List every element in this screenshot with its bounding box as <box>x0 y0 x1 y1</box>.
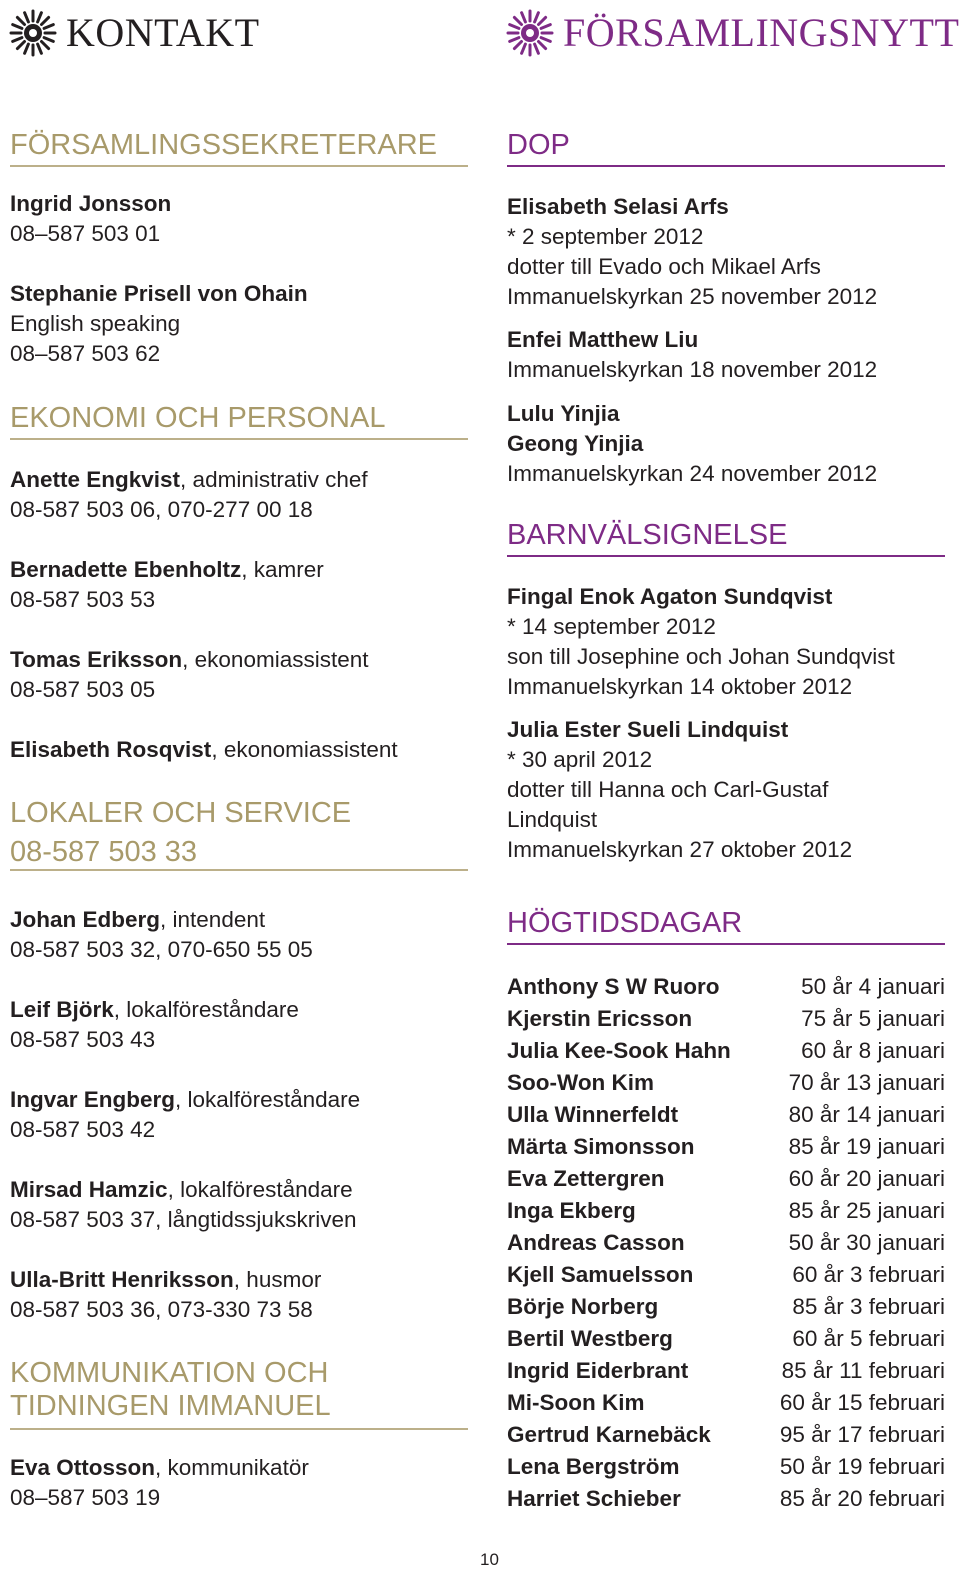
page-number: 10 <box>480 1550 499 1569</box>
birthday-row <box>507 1323 945 1355</box>
section-title-line: LOKALER OCH SERVICE <box>10 797 352 829</box>
contact-role: , intendent <box>160 907 266 932</box>
parents: dotter till Hanna och Carl-Gustaf <box>507 777 829 802</box>
section-divider <box>507 555 945 557</box>
contact-phone: 08-587 503 32, 070-650 55 05 <box>10 937 313 962</box>
section-divider <box>10 1428 468 1430</box>
birthday-row <box>507 971 945 1003</box>
parents-continued: Lindquist <box>507 807 598 832</box>
birthday-row <box>507 1451 945 1483</box>
birthday-date: 85 år 20 februari <box>779 1486 945 1511</box>
contact-name: Mirsad Hamzic <box>10 1177 168 1202</box>
baptism-entry <box>507 325 945 385</box>
section-divider <box>507 943 945 945</box>
birthday-date: 60 år 15 februari <box>779 1390 945 1415</box>
child-name: Geong Yinjia <box>507 431 644 456</box>
contact-entry <box>10 735 468 765</box>
birthday-date: 50 år 4 januari <box>801 974 945 999</box>
baptism-entry <box>507 399 945 489</box>
birthday-row <box>507 1259 945 1291</box>
section-divider <box>10 869 468 871</box>
birthday-name: Kjerstin Ericsson <box>507 1006 693 1031</box>
birthday-row <box>507 1131 945 1163</box>
section-title-phone: 08-587 503 33 <box>10 836 198 868</box>
birthday-name: Mi-Soon Kim <box>507 1390 645 1415</box>
birth-date: * 2 september 2012 <box>507 224 704 249</box>
birthday-name: Lena Bergström <box>507 1454 680 1479</box>
birthday-name: Gertrud Karnebäck <box>507 1422 711 1447</box>
contact-entry <box>10 1453 468 1513</box>
contact-role: , lokalföreståndare <box>175 1087 361 1112</box>
birthday-name: Andreas Casson <box>507 1230 685 1255</box>
contact-phone: 08-587 503 05 <box>10 677 156 702</box>
birthday-name: Börje Norberg <box>507 1294 659 1319</box>
contact-entry <box>10 645 468 705</box>
contact-entry <box>10 1265 468 1325</box>
birthday-date: 85 år 19 januari <box>788 1134 945 1159</box>
contact-phone: 08-587 503 37, långtidssjukskriven <box>10 1207 357 1232</box>
contact-note: English speaking <box>10 311 181 336</box>
birthday-name: Märta Simonsson <box>507 1134 695 1159</box>
contact-entry <box>10 1175 468 1235</box>
birthday-name: Julia Kee-Sook Hahn <box>507 1038 731 1063</box>
header-kontakt <box>8 8 260 58</box>
section-title-dop: DOP <box>507 129 570 161</box>
child-name: Enfei Matthew Liu <box>507 327 699 352</box>
contact-entry <box>10 189 468 249</box>
blessing-entry <box>507 582 945 702</box>
ceremony: Immanuelskyrkan 14 oktober 2012 <box>507 674 853 699</box>
birthday-row <box>507 1035 945 1067</box>
child-name: Elisabeth Selasi Arfs <box>507 194 729 219</box>
child-name: Julia Ester Sueli Lindquist <box>507 717 789 742</box>
birthday-name: Inga Ekberg <box>507 1198 636 1223</box>
birthday-name: Ingrid Eiderbrant <box>507 1358 689 1383</box>
birthday-row <box>507 1067 945 1099</box>
birthday-row <box>507 1163 945 1195</box>
contact-phone: 08-587 503 36, 073-330 73 58 <box>10 1297 313 1322</box>
birthday-row <box>507 1387 945 1419</box>
birthday-row <box>507 1003 945 1035</box>
contact-name: Ulla-Britt Henriksson <box>10 1267 234 1292</box>
section-divider <box>507 165 945 167</box>
contact-phone: 08-587 503 42 <box>10 1117 156 1142</box>
birthday-date: 60 år 8 januari <box>801 1038 945 1063</box>
birthday-date: 70 år 13 januari <box>788 1070 945 1095</box>
header-title-forsamlingsnytt: FÖRSAMLINGSNYTT <box>563 10 960 55</box>
contact-entry <box>10 279 468 369</box>
birthday-row <box>507 1355 945 1387</box>
ceremony: Immanuelskyrkan 18 november 2012 <box>507 357 878 382</box>
contact-phone: 08–587 503 19 <box>10 1485 161 1510</box>
section-title-line: KOMMUNIKATION OCH <box>10 1357 329 1389</box>
contact-phone: 08–587 503 01 <box>10 221 161 246</box>
birthday-row <box>507 1483 945 1515</box>
contact-role: , husmor <box>233 1267 322 1292</box>
birthday-row <box>507 1227 945 1259</box>
section-divider <box>10 165 468 167</box>
contact-role: , lokalföreståndare <box>113 997 299 1022</box>
birthday-date: 85 år 3 februari <box>792 1294 945 1319</box>
birth-date: * 30 april 2012 <box>507 747 653 772</box>
birthday-row <box>507 1291 945 1323</box>
contact-phone: 08-587 503 43 <box>10 1027 156 1052</box>
contact-name: Ingvar Engberg <box>10 1087 176 1112</box>
header-forsamlingsnytt <box>505 8 959 58</box>
contact-role: , lokalföreståndare <box>167 1177 353 1202</box>
birthday-name: Soo-Won Kim <box>507 1070 655 1095</box>
birthday-date: 80 år 14 januari <box>788 1102 945 1127</box>
contact-phone: 08-587 503 06, 070-277 00 18 <box>10 497 313 522</box>
contact-name: Eva Ottosson <box>10 1455 156 1480</box>
contact-role: , administrativ chef <box>180 467 368 492</box>
section-title-hogtidsdagar: HÖGTIDSDAGAR <box>507 907 743 939</box>
contact-entry <box>10 995 468 1055</box>
section-title-lokaler <box>10 797 468 869</box>
birthday-name: Eva Zettergren <box>507 1166 665 1191</box>
contact-name: Leif Björk <box>10 997 114 1022</box>
birthday-date: 95 år 17 februari <box>779 1422 945 1447</box>
contact-entry <box>10 1085 468 1145</box>
baptism-entry <box>507 192 945 312</box>
church-sun-logo-icon <box>505 8 555 58</box>
contact-role: , ekonomiassistent <box>211 737 398 762</box>
contact-phone: 08–587 503 62 <box>10 341 161 366</box>
contact-name: Johan Edberg <box>10 907 161 932</box>
ceremony: Immanuelskyrkan 27 oktober 2012 <box>507 837 853 862</box>
birthday-name: Ulla Winnerfeldt <box>507 1102 679 1127</box>
birthday-date: 60 år 3 februari <box>792 1262 945 1287</box>
birthday-date: 60 år 20 januari <box>788 1166 945 1191</box>
parents: son till Josephine och Johan Sundqvist <box>507 644 895 669</box>
header-title-kontakt: KONTAKT <box>66 10 260 55</box>
birthday-name: Bertil Westberg <box>507 1326 673 1351</box>
section-title-forsamlingssekreterare: FÖRSAMLINGSSEKRETERARE <box>10 129 438 161</box>
birthday-row <box>507 1419 945 1451</box>
child-name: Fingal Enok Agaton Sundqvist <box>507 584 833 609</box>
birth-date: * 14 september 2012 <box>507 614 716 639</box>
contact-name: Bernadette Ebenholtz <box>10 557 242 582</box>
birthday-name: Kjell Samuelsson <box>507 1262 694 1287</box>
church-sun-logo-icon <box>8 8 58 58</box>
contact-name: Stephanie Prisell von Ohain <box>10 281 308 306</box>
contact-entry <box>10 465 468 525</box>
ceremony: Immanuelskyrkan 24 november 2012 <box>507 461 878 486</box>
section-title-barnvalsignelse: BARNVÄLSIGNELSE <box>507 519 788 551</box>
contact-role: , ekonomiassistent <box>182 647 369 672</box>
ceremony: Immanuelskyrkan 25 november 2012 <box>507 284 878 309</box>
birthday-name: Anthony S W Ruoro <box>507 974 720 999</box>
parents: dotter till Evado och Mikael Arfs <box>507 254 821 279</box>
birthday-date: 50 år 19 februari <box>779 1454 945 1479</box>
child-name: Lulu Yinjia <box>507 401 620 426</box>
section-divider <box>10 438 468 440</box>
section-title-kommunikation <box>10 1357 468 1423</box>
contact-name: Anette Engkvist <box>10 467 181 492</box>
birthday-date: 50 år 30 januari <box>788 1230 945 1255</box>
contact-name: Tomas Eriksson <box>10 647 183 672</box>
contact-role: , kamrer <box>241 557 324 582</box>
contact-phone: 08-587 503 53 <box>10 587 156 612</box>
contact-entry <box>10 555 468 615</box>
birthday-row <box>507 1195 945 1227</box>
birthday-date: 85 år 25 januari <box>788 1198 945 1223</box>
contact-role: , kommunikatör <box>155 1455 309 1480</box>
birthday-date: 85 år 11 februari <box>781 1358 945 1383</box>
birthday-name: Harriet Schieber <box>507 1486 681 1511</box>
birthday-row <box>507 1099 945 1131</box>
contact-name: Elisabeth Rosqvist <box>10 737 212 762</box>
blessing-entry <box>507 715 945 865</box>
section-title-line: TIDNINGEN IMMANUEL <box>10 1390 331 1422</box>
section-title-ekonomi: EKONOMI OCH PERSONAL <box>10 402 386 434</box>
contact-entry <box>10 905 468 965</box>
birthday-date: 75 år 5 januari <box>801 1006 945 1031</box>
contact-name: Ingrid Jonsson <box>10 191 172 216</box>
birthday-date: 60 år 5 februari <box>792 1326 945 1351</box>
